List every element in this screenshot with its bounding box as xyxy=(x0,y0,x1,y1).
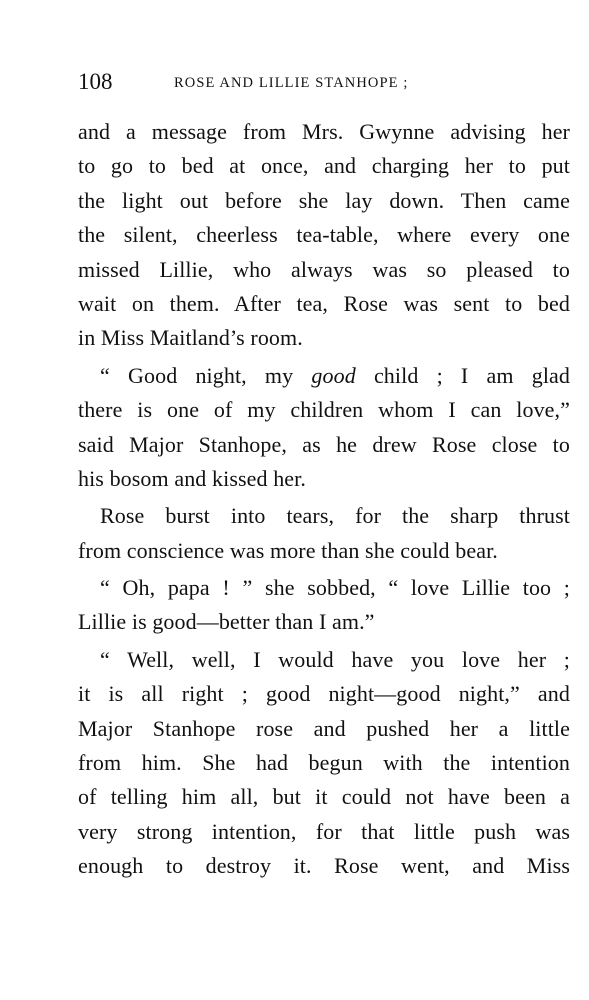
text-line: said Major Stanhope, as he drew Rose close to xyxy=(78,431,570,457)
text-fragment: child ; I am glad xyxy=(355,362,571,388)
text-line: wait on them. After tea, Rose was sent to bed xyxy=(78,290,570,316)
text-line: the light out before she lay down. Then came xyxy=(78,187,570,213)
text-line: the silent, cheerless tea-table, where every one xyxy=(78,222,570,248)
text-line: of telling him all, but it could not have been a xyxy=(78,784,570,810)
text-line: there is one of my children whom I can love,” xyxy=(78,397,570,423)
text-line: in Miss Maitland’s room. xyxy=(78,325,303,351)
body-text xyxy=(78,115,570,884)
text-line: “ Well, well, I would have you love her ; xyxy=(100,646,570,672)
italic-word: good xyxy=(311,362,356,388)
text-line: his bosom and kissed her. xyxy=(78,465,306,491)
text-line: and a message from Mrs. Gwynne advising her xyxy=(78,119,570,144)
text-line: “ Oh, papa ! ” she sobbed, “ love Lillie too ; xyxy=(100,575,570,601)
text-line: Lillie is good—better than I am.” xyxy=(78,609,375,635)
running-head: ROSE AND LILLIE STANHOPE ; xyxy=(174,75,409,91)
text-line: from conscience was more than she could bear. xyxy=(78,537,498,563)
text-line: to go to bed at once, and charging her to put xyxy=(78,153,570,179)
text-line: enough to destroy it. Rose went, and Miss xyxy=(78,853,570,879)
text-line: missed Lillie, who always was so pleased to xyxy=(78,256,570,282)
text-line: Rose burst into tears, for the sharp thrust xyxy=(100,503,570,529)
text-line: it is all right ; good night—good night,” and xyxy=(78,681,570,707)
text-fragment: “ Good night, my xyxy=(100,362,294,388)
text-line: very strong intention, for that little push was xyxy=(78,818,570,844)
text-line-with-italic xyxy=(78,359,570,393)
text-line: from him. She had begun with the intention xyxy=(78,750,570,776)
text-line: Major Stanhope rose and pushed her a little xyxy=(78,715,570,741)
page-header xyxy=(78,66,568,98)
page-number: 108 xyxy=(78,69,113,94)
